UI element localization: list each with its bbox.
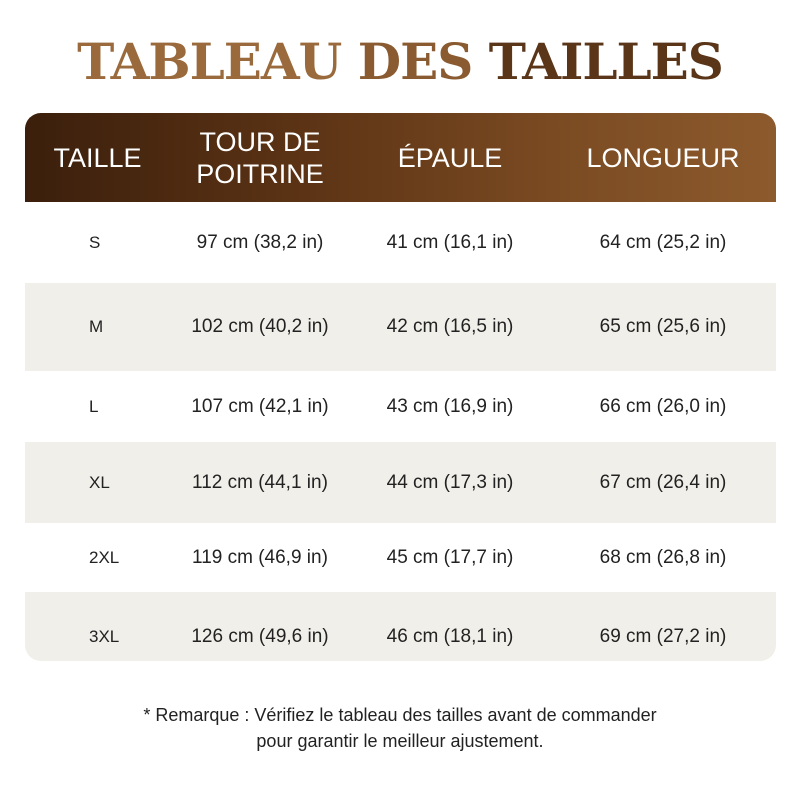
cell-chest: 126 cm (49,6 in): [191, 626, 329, 647]
title-word-3: TAILLES: [488, 32, 723, 91]
cell-shoulder: 45 cm (17,7 in): [386, 546, 514, 568]
header-epaule: ÉPAULE: [397, 142, 503, 173]
cell-size: 2XL: [89, 547, 120, 567]
table-row: [25, 523, 776, 592]
cell-shoulder: 44 cm (17,3 in): [386, 471, 514, 493]
header-taille: TAILLE: [53, 142, 142, 173]
page-title: [0, 30, 800, 94]
table-header: [25, 113, 776, 202]
cell-shoulder: 46 cm (18,1 in): [386, 626, 514, 647]
title-word-2: DES: [357, 32, 473, 91]
cell-size: S: [89, 232, 101, 252]
title-word-1: TABLEAU: [77, 32, 342, 91]
table-row: [25, 442, 776, 523]
cell-chest: 97 cm (38,2 in): [196, 231, 324, 253]
cell-size: M: [89, 317, 104, 336]
cell-length: 64 cm (25,2 in): [599, 231, 727, 253]
cell-length: 69 cm (27,2 in): [599, 626, 727, 647]
table-row: [25, 283, 776, 371]
cell-length: 65 cm (25,6 in): [599, 316, 727, 337]
cell-length: 66 cm (26,0 in): [599, 395, 727, 417]
size-table: [25, 113, 776, 661]
table-row: [25, 592, 776, 661]
header-longueur: LONGUEUR: [586, 142, 740, 173]
cell-chest: 119 cm (46,9 in): [192, 546, 328, 568]
cell-chest: 107 cm (42,1 in): [191, 395, 329, 417]
cell-length: 68 cm (26,8 in): [599, 546, 727, 568]
table-row: [25, 371, 776, 442]
cell-size: 3XL: [89, 627, 120, 646]
remark-line-2: pour garantir le meilleur ajustement.: [256, 731, 544, 751]
cell-chest: 112 cm (44,1 in): [192, 471, 328, 493]
header-tour-de-poitrine: TOUR DE POITRINE: [196, 126, 324, 189]
cell-chest: 102 cm (40,2 in): [191, 316, 329, 337]
cell-shoulder: 43 cm (16,9 in): [386, 395, 514, 417]
remark-line-1: * Remarque : Vérifiez le tableau des tailles avant de commander: [143, 705, 657, 725]
cell-size: XL: [89, 472, 110, 492]
cell-shoulder: 41 cm (16,1 in): [386, 231, 514, 253]
table-row: [25, 202, 776, 283]
cell-shoulder: 42 cm (16,5 in): [386, 316, 514, 337]
remark-note: [0, 702, 800, 754]
cell-length: 67 cm (26,4 in): [599, 471, 727, 493]
cell-size: L: [89, 396, 99, 416]
